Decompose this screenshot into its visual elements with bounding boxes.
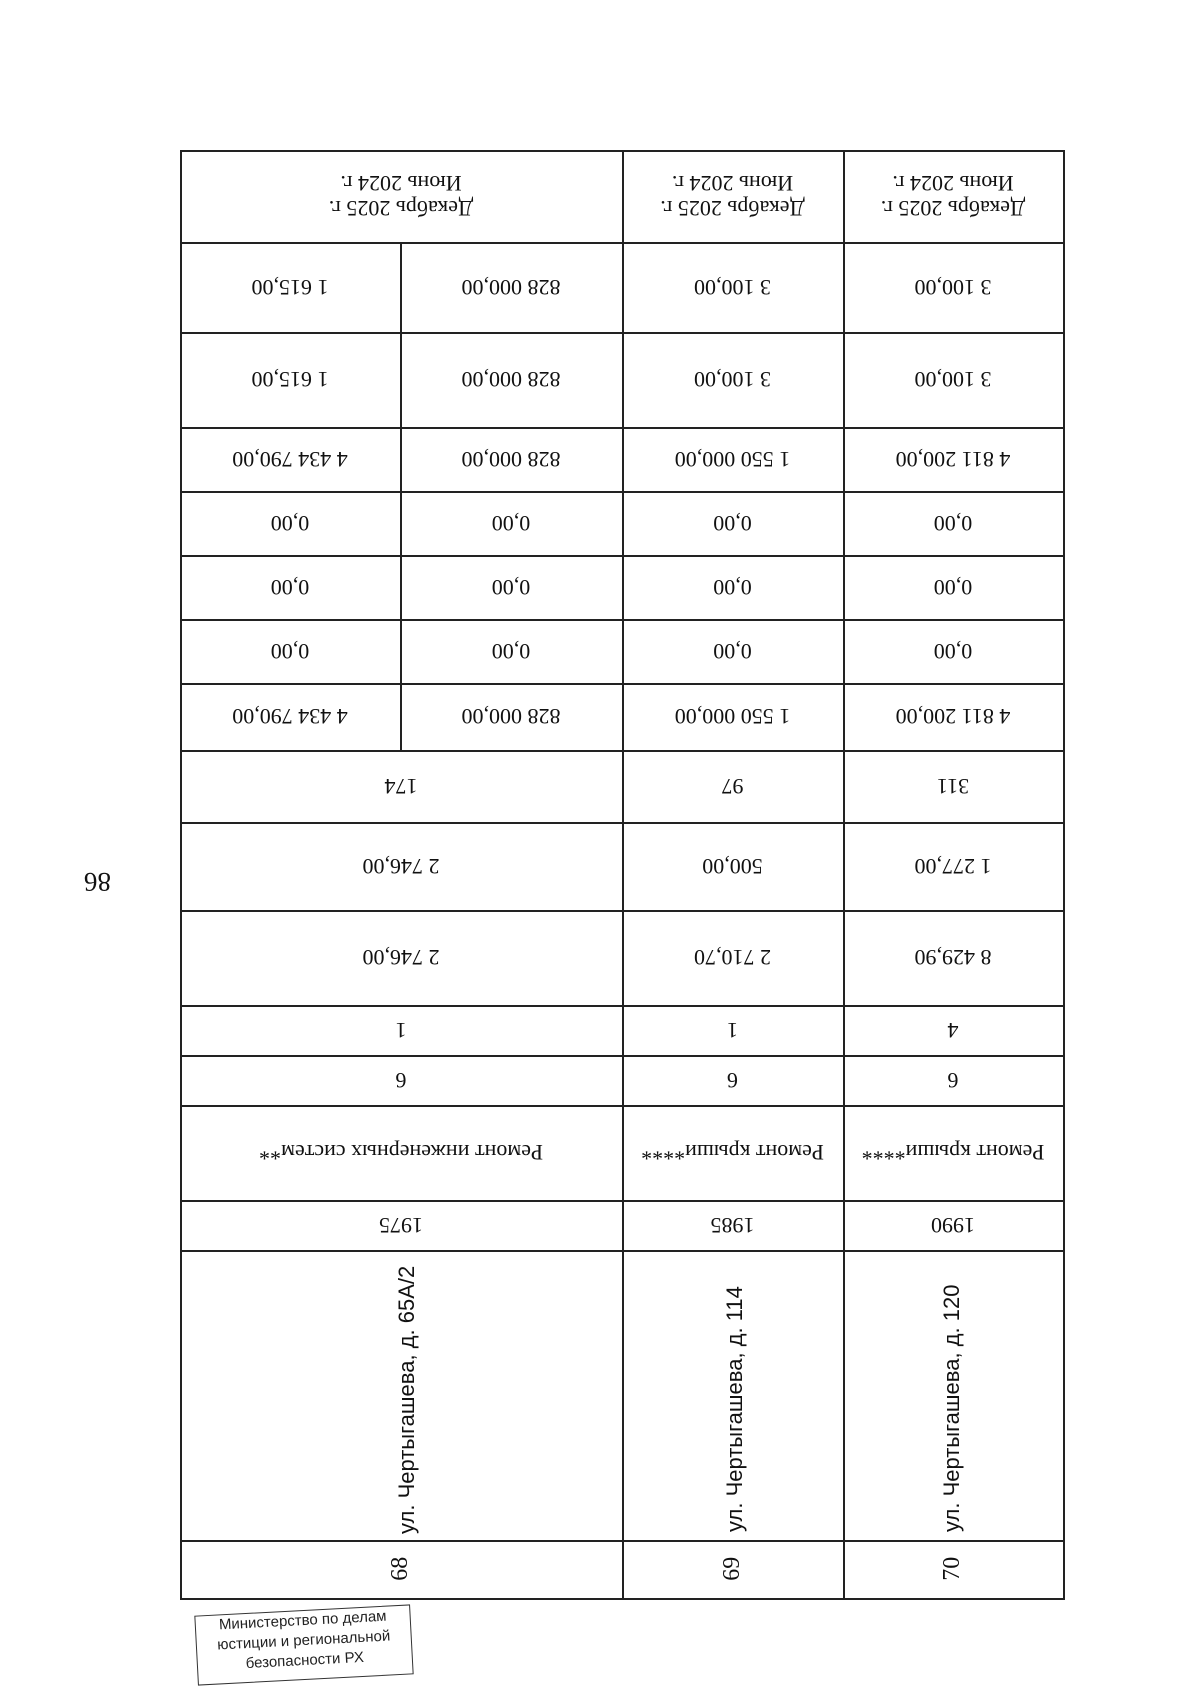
table-rule <box>1063 150 1065 1600</box>
row-number-cell <box>622 1540 843 1598</box>
row-number: 70 <box>939 1557 966 1581</box>
area-total-cell: 2 710,70 <box>694 945 771 971</box>
row-number: 68 <box>387 1557 414 1581</box>
period-cell: Декабрь 2025 г. Июнь 2024 г. <box>660 171 805 222</box>
zero-cell: 0,00 <box>270 574 310 600</box>
area-part-cell: 500,00 <box>702 853 763 879</box>
year-cell: 1990 <box>931 1212 975 1238</box>
cost-total-cell: 4 811 200,00 <box>895 704 1011 730</box>
period-cell: Декабрь 2025 г. Июнь 2024 г. <box>880 171 1026 222</box>
cost-total-cell: 4 434 790,00 <box>232 704 348 730</box>
address-text: ул. Чертыгашева, д. 114 <box>722 1286 747 1532</box>
unit-cost-cell: 828 000,00 <box>461 274 561 300</box>
zero-cell: 0,00 <box>933 510 973 536</box>
floors-cell: 6 <box>395 1067 407 1093</box>
row-number-cell <box>843 1540 1063 1598</box>
entrances-cell: 4 <box>947 1017 959 1043</box>
stamp-line: безопасности РХ <box>245 1648 365 1673</box>
unit-cost-cell: 828 000,00 <box>461 367 561 393</box>
work-type-cell: Ремонт крыши**** <box>641 1140 824 1166</box>
stamp-line: юстиции и региональной <box>216 1627 391 1654</box>
row-number: 69 <box>718 1557 745 1581</box>
unit-cost-cell: 3 100,00 <box>914 274 992 300</box>
zero-cell: 0,00 <box>270 638 310 664</box>
ministry-stamp <box>194 1604 413 1685</box>
work-type-cell: Ремонт инженерных систем** <box>259 1140 543 1166</box>
area-total-cell: 8 429,90 <box>914 945 992 971</box>
people-cell: 97 <box>721 773 744 799</box>
work-type-cell: Ремонт крыши**** <box>861 1140 1045 1166</box>
zero-cell: 0,00 <box>491 574 531 600</box>
zero-cell: 0,00 <box>933 638 973 664</box>
period-cell: Декабрь 2025 г. Июнь 2024 г. <box>328 171 474 222</box>
cost-cell: 4 811 200,00 <box>895 446 1011 472</box>
address-cell <box>180 1250 622 1540</box>
people-cell: 174 <box>384 773 418 799</box>
address-text: ул. Чертыгашева, д. 120 <box>939 1284 964 1532</box>
unit-cost-cell: 3 100,00 <box>694 274 771 300</box>
area-total-cell: 2 746,00 <box>362 945 440 971</box>
year-cell: 1975 <box>379 1212 423 1238</box>
zero-cell: 0,00 <box>270 510 310 536</box>
row-number-cell <box>180 1540 622 1598</box>
cost-cell: 4 434 790,00 <box>232 446 348 472</box>
zero-cell: 0,00 <box>933 574 973 600</box>
entrances-cell: 1 <box>727 1017 738 1043</box>
cost-cell: 828 000,00 <box>461 446 561 472</box>
address-cell <box>843 1250 1063 1540</box>
cost-total-cell: 828 000,00 <box>461 704 561 730</box>
area-part-cell: 2 746,00 <box>362 853 440 879</box>
address-cell <box>622 1250 843 1540</box>
people-cell: 311 <box>936 773 970 799</box>
unit-cost-cell: 3 100,00 <box>694 367 771 393</box>
cost-cell: 1 550 000,00 <box>674 446 791 472</box>
area-part-cell: 1 277,00 <box>914 853 992 879</box>
year-cell: 1985 <box>710 1212 755 1238</box>
zero-cell: 0,00 <box>713 638 752 664</box>
zero-cell: 0,00 <box>491 638 531 664</box>
stamp-line: Министерство по делам <box>218 1607 387 1634</box>
entrances-cell: 1 <box>395 1017 407 1043</box>
zero-cell: 0,00 <box>713 574 752 600</box>
page-number: 86 <box>84 867 111 897</box>
zero-cell: 0,00 <box>713 510 752 536</box>
unit-cost-cell: 3 100,00 <box>914 367 992 393</box>
unit-cost-cell: 1 615,00 <box>251 367 329 393</box>
floors-cell: 6 <box>947 1067 959 1093</box>
zero-cell: 0,00 <box>491 510 531 536</box>
unit-cost-cell: 1 615,00 <box>251 274 329 300</box>
address-text: ул. Чертыгашева, д. 65А/2 <box>394 1265 419 1534</box>
cost-total-cell: 1 550 000,00 <box>674 704 791 730</box>
floors-cell: 6 <box>727 1067 738 1093</box>
repair-table <box>180 150 1065 1600</box>
